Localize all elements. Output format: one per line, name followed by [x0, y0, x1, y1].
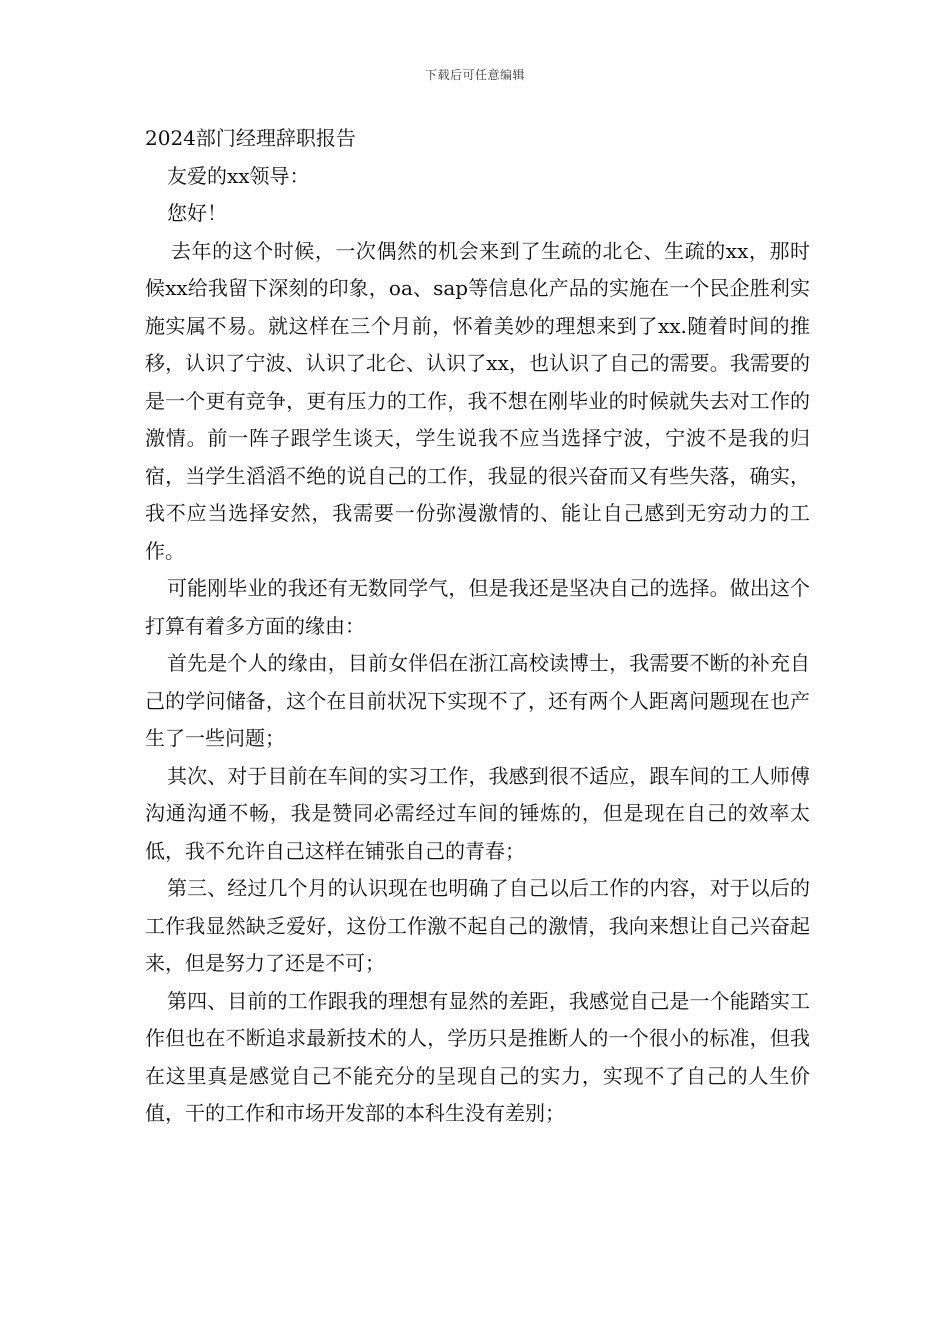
paragraph-intro: 去年的这个时候，一次偶然的机会来到了生疏的北仑、生疏的xx，那时候xx给我留下深刻的印象，oa、sap等信息化产品的实施在一个民企胜利实施实属不易。就这样在三个月前，怀着美妙的理想来到了xx.随着时间的推移，认识了宁波、认识了北仑、认识了xx，也认识了自己的需要。我需要的是一个更有竞争，更有压力的工作，我不想在刚毕业的时候就失去对工作的激情。前一阵子跟学生谈天，学生说我不应当选择宁波，宁波不是我的归宿，当学生滔滔不绝的说自己的工作，我显的很兴奋而又有些失落，确实，我不应当选择安然，我需要一份弥漫激情的、能让自己感到无穷动力的工作。	[145, 238, 810, 563]
paragraph-reason-fourth: 第四、目前的工作跟我的理想有显然的差距，我感觉自己是一个能踏实工作但也在不断追求最新技术的人，学历只是推断人的一个很小的标准，但我在这里真是感觉自己不能充分的呈现自己的实力，实现不了自己的人生价值，干的工作和市场开发部的本科生没有差别；	[145, 988, 810, 1125]
paragraph-reason-second: 其次、对于目前在车间的实习工作，我感到很不适应，跟车间的工人师傅沟通沟通不畅，我是赞同必需经过车间的锤炼的，但是现在自己的效率太低，我不允许自己这样在铺张自己的青春；	[145, 763, 810, 863]
paragraph-reason-third: 第三、经过几个月的认识现在也明确了自己以后工作的内容，对于以后的工作我显然缺乏爱好，这份工作激不起自己的激情，我向来想让自己兴奋起来，但是努力了还是不可；	[145, 876, 810, 975]
paragraph-reason-first: 首先是个人的缘由，目前女伴侣在浙江高校读博士，我需要不断的补充自己的学问储备，这个在目前状况下实现不了，还有两个人距离问题现在也产生了一些问题；	[145, 651, 810, 750]
paragraph-decision: 可能刚毕业的我还有无数同学气，但是我还是坚决自己的选择。做出这个打算有着多方面的缘由：	[145, 576, 810, 638]
salutation: 友爱的xx领导：	[167, 163, 310, 188]
header-note: 下载后可任意编辑	[424, 68, 525, 82]
greeting: 您好！	[167, 201, 227, 225]
document-body	[145, 120, 810, 1133]
document-title: 2024部门经理辞职报告	[145, 126, 356, 150]
